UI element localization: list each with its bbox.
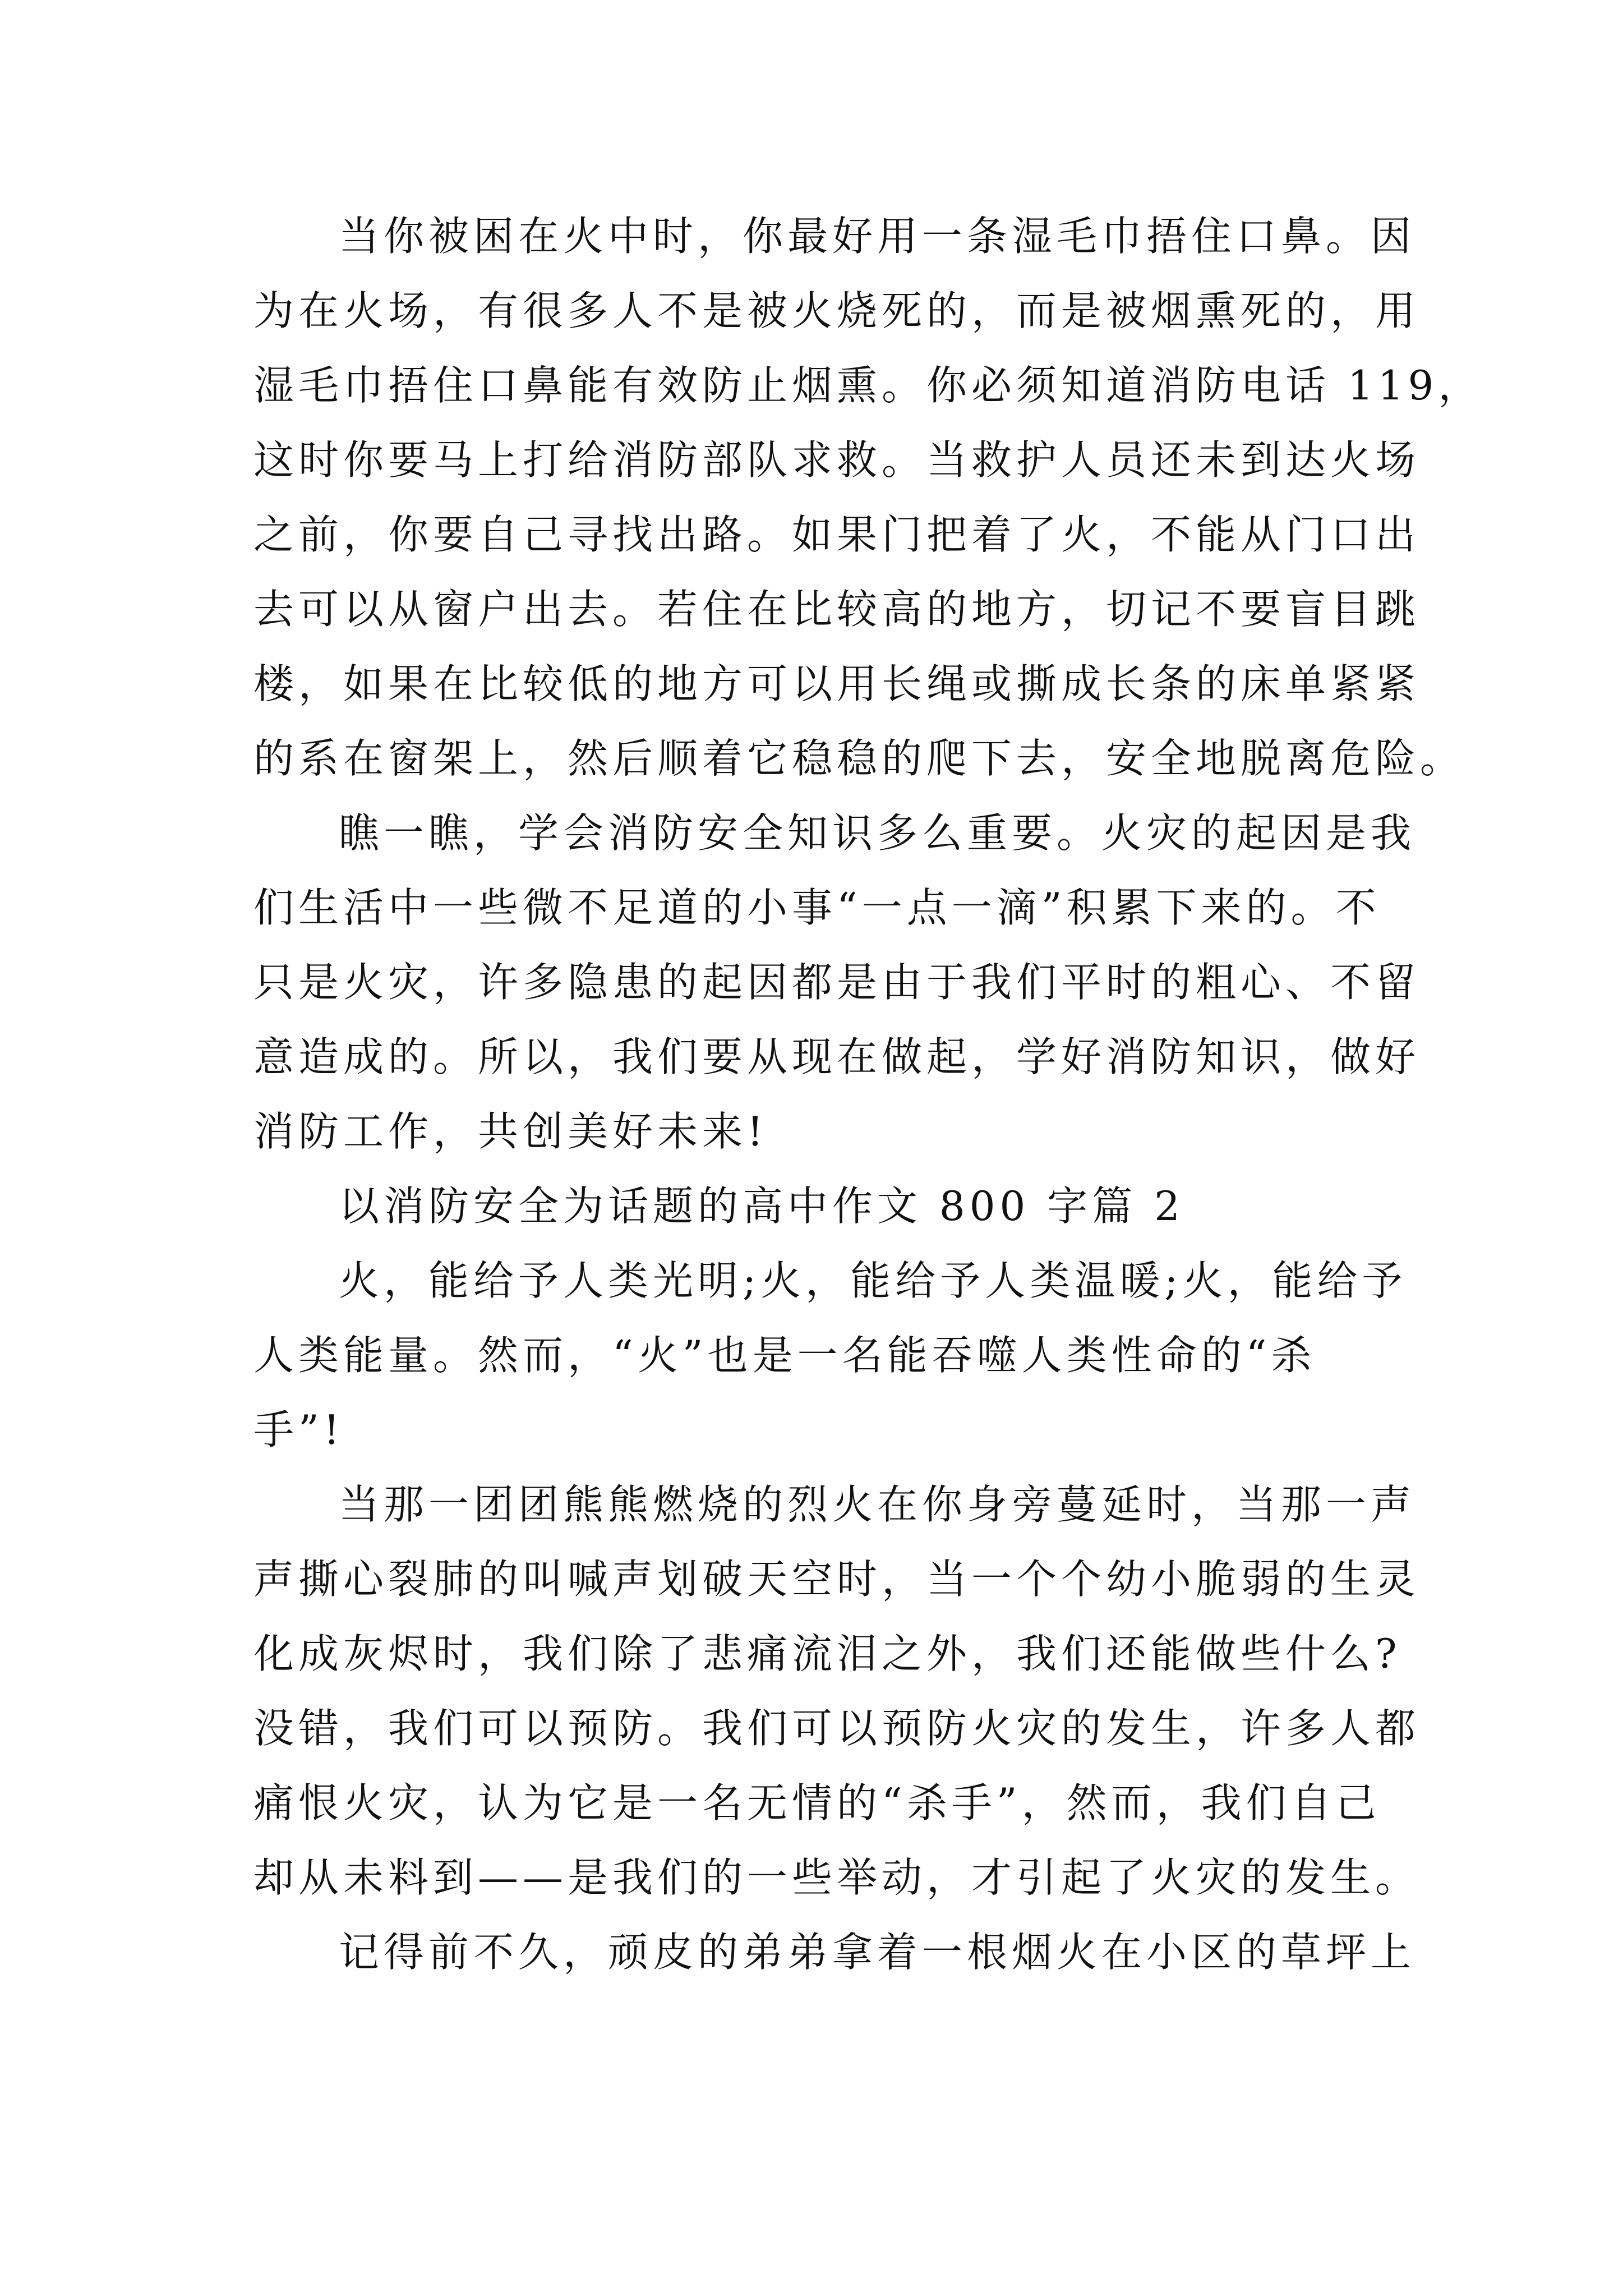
text-line: 只是火灾，许多隐患的起因都是由于我们平时的粗心、不留 bbox=[253, 959, 1421, 1006]
text-line: 去可以从窗户出去。若住在比较高的地方，切记不要盲目跳 bbox=[253, 586, 1421, 633]
text-line: 之前，你要自己寻找出路。如果门把着了火，不能从门口出 bbox=[253, 511, 1421, 558]
text-line: 为在火场，有很多人不是被火烧死的，而是被烟熏死的，用 bbox=[253, 287, 1421, 334]
section-heading bbox=[253, 1169, 1412, 1244]
text-line: 的系在窗架上，然后顺着它稳稳的爬下去，安全地脱离危险。 bbox=[253, 735, 1465, 782]
text-line: 湿毛巾捂住口鼻能有效防止烟熏。你必须知道消防电话 119， bbox=[253, 362, 1483, 409]
text-line: 手”! bbox=[253, 1406, 344, 1453]
heading-line: 以消防安全为话题的高中作文 800 字篇 2 bbox=[339, 1182, 1184, 1230]
text-line: 消防工作，共创美好未来! bbox=[253, 1108, 768, 1155]
text-line: 却从未料到——是我们的一些举动，才引起了火灾的发生。 bbox=[253, 1854, 1421, 1901]
text-line: 当你被困在火中时，你最好用一条湿毛巾捂住口鼻。因 bbox=[339, 213, 1416, 260]
text-line: 化成灰烬时，我们除了悲痛流泪之外，我们还能做些什么? bbox=[253, 1630, 1401, 1677]
text-line: 楼，如果在比较低的地方可以用长绳或撕成长条的床单紧紧 bbox=[253, 660, 1421, 707]
document-body bbox=[253, 199, 1483, 1990]
paragraph-4 bbox=[253, 1467, 1421, 1915]
text-line: 意造成的。所以，我们要从现在做起，学好消防知识，做好 bbox=[253, 1033, 1421, 1080]
paragraph-1 bbox=[253, 199, 1483, 796]
text-line: 当那一团团熊熊燃烧的烈火在你身旁蔓延时，当那一声 bbox=[339, 1481, 1416, 1528]
paragraph-5 bbox=[253, 1915, 1416, 1990]
text-line: 痛恨火灾，认为它是一名无情的“杀手”，然而，我们自己 bbox=[253, 1779, 1381, 1826]
text-line: 人类能量。然而，“火”也是一名能吞噬人类性命的“杀 bbox=[253, 1332, 1316, 1379]
text-line: 火，能给予人类光明;火，能给予人类温暖;火，能给予 bbox=[339, 1257, 1407, 1304]
text-line: 这时你要马上打给消防部队求救。当救护人员还未到达火场 bbox=[253, 436, 1421, 484]
text-line: 声撕心裂肺的叫喊声划破天空时，当一个个幼小脆弱的生灵 bbox=[253, 1556, 1421, 1603]
text-line: 记得前不久，顽皮的弟弟拿着一根烟火在小区的草坪上 bbox=[339, 1929, 1416, 1976]
text-line: 没错，我们可以预防。我们可以预防火灾的发生，许多人都 bbox=[253, 1705, 1421, 1752]
paragraph-2 bbox=[253, 796, 1421, 1169]
paragraph-3 bbox=[253, 1244, 1412, 1467]
text-line: 们生活中一些微不足道的小事“一点一滴”积累下来的。不 bbox=[253, 884, 1381, 931]
text-line: 瞧一瞧，学会消防安全知识多么重要。火灾的起因是我 bbox=[339, 809, 1416, 857]
